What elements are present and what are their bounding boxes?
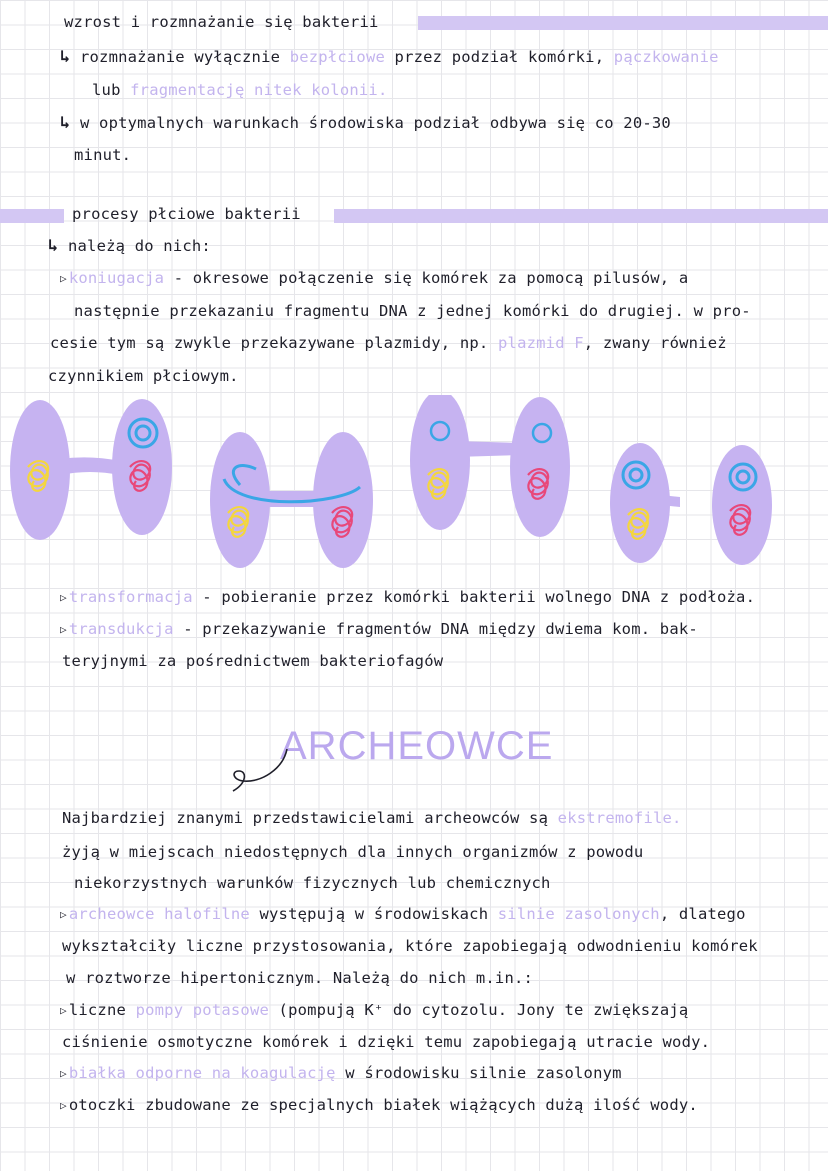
bullet-triangle-icon: ▷ bbox=[60, 1004, 67, 1017]
section1-line2: lub fragmentację nitek kolonii. bbox=[92, 81, 388, 99]
koniugacja-line1: ▷ koniugacja - okresowe połączenie się komórek za pomocą pilusów, a bbox=[60, 269, 689, 287]
donor-cell bbox=[610, 443, 670, 563]
koniugacja-line3: cesie tym są zwykle przekazywane plazmidy, np. plazmid F, zwany również bbox=[50, 334, 727, 352]
stage3-cells bbox=[410, 395, 570, 537]
title-highlight bbox=[334, 209, 828, 223]
bullet-triangle-icon: ▷ bbox=[60, 591, 67, 604]
section2-title: procesy płciowe bakterii bbox=[72, 205, 301, 223]
bullet-triangle-icon: ▷ bbox=[60, 623, 67, 636]
donor-cell bbox=[410, 395, 470, 530]
bullet-triangle-icon: ▷ bbox=[60, 272, 67, 285]
halofile-line2: wykształciły liczne przystosowania, które zapobiegają odwodnieniu komórek bbox=[62, 937, 758, 955]
section1-title: wzrost i rozmnażanie się bakterii bbox=[64, 13, 379, 31]
title-highlight bbox=[418, 16, 828, 30]
arrow-icon: ↳ bbox=[60, 113, 71, 133]
section1-line1: ↳ rozmnażanie wyłącznie bezpłciowe przez podział komórki, pączkowanie bbox=[60, 47, 719, 67]
bullet-triangle-icon: ▷ bbox=[60, 1067, 67, 1080]
section1-line3: ↳ w optymalnych warunkach środowiska podział odbywa się co 20-30 bbox=[60, 113, 671, 133]
pompy-line1: ▷ liczne pompy potasowe (pompują K⁺ do cytozolu. Jony te zwiększają bbox=[60, 1001, 689, 1019]
swirl-decoration-icon bbox=[225, 745, 295, 795]
conjugation-diagram bbox=[0, 395, 828, 570]
stage4-cells bbox=[610, 443, 772, 565]
archea-line1: Najbardziej znanymi przedstawicielami archeowców są ekstremofile. bbox=[62, 809, 682, 827]
pompy-line2: ciśnienie osmotyczne komórek i dzięki temu zapobiegają utracie wody. bbox=[62, 1033, 711, 1051]
archea-line3: niekorzystnych warunków fizycznych lub chemicznych bbox=[74, 874, 551, 892]
transformacja-line: ▷ transformacja - pobieranie przez komórki bakterii wolnego DNA z podłoża. bbox=[60, 588, 756, 606]
stage2-cells bbox=[210, 432, 373, 568]
archea-line2: żyją w miejscach niedostępnych dla innych organizmów z powodu bbox=[62, 843, 644, 861]
bullet-triangle-icon: ▷ bbox=[60, 908, 67, 921]
section1-line4: minut. bbox=[74, 146, 132, 164]
transdukcja-line1: ▷ transdukcja - przekazywanie fragmentów DNA między dwiema kom. bak- bbox=[60, 620, 698, 638]
koniugacja-line4: czynnikiem płciowym. bbox=[48, 367, 239, 385]
donor-cell bbox=[10, 400, 70, 540]
bullet-triangle-icon: ▷ bbox=[60, 1099, 67, 1112]
arrow-icon: ↳ bbox=[48, 236, 59, 256]
halofile-line1: ▷ archeowce halofilne występują w środowiskach silnie zasolonych, dlatego bbox=[60, 905, 746, 923]
halofile-line3: w roztworze hipertonicznym. Należą do nich m.in.: bbox=[66, 969, 534, 987]
stage1-cells bbox=[10, 399, 172, 540]
koniugacja-line2: następnie przekazaniu fragmentu DNA z jednej komórki do drugiej. w pro- bbox=[74, 302, 751, 320]
recipient-cell bbox=[510, 397, 570, 537]
section2-line1: ↳ należą do nich: bbox=[48, 236, 211, 256]
bialka-line: ▷ białka odporne na koagulację w środowisku silnie zasolonym bbox=[60, 1064, 622, 1082]
transdukcja-line2: teryjnymi za pośrednictwem bakteriofagów bbox=[62, 652, 444, 670]
arrow-icon: ↳ bbox=[60, 47, 71, 67]
archea-heading: ARCHEOWCE bbox=[280, 724, 554, 768]
title-highlight bbox=[0, 209, 64, 223]
otoczki-line: ▷ otoczki zbudowane ze specjalnych białek wiążących dużą ilość wody. bbox=[60, 1096, 698, 1114]
